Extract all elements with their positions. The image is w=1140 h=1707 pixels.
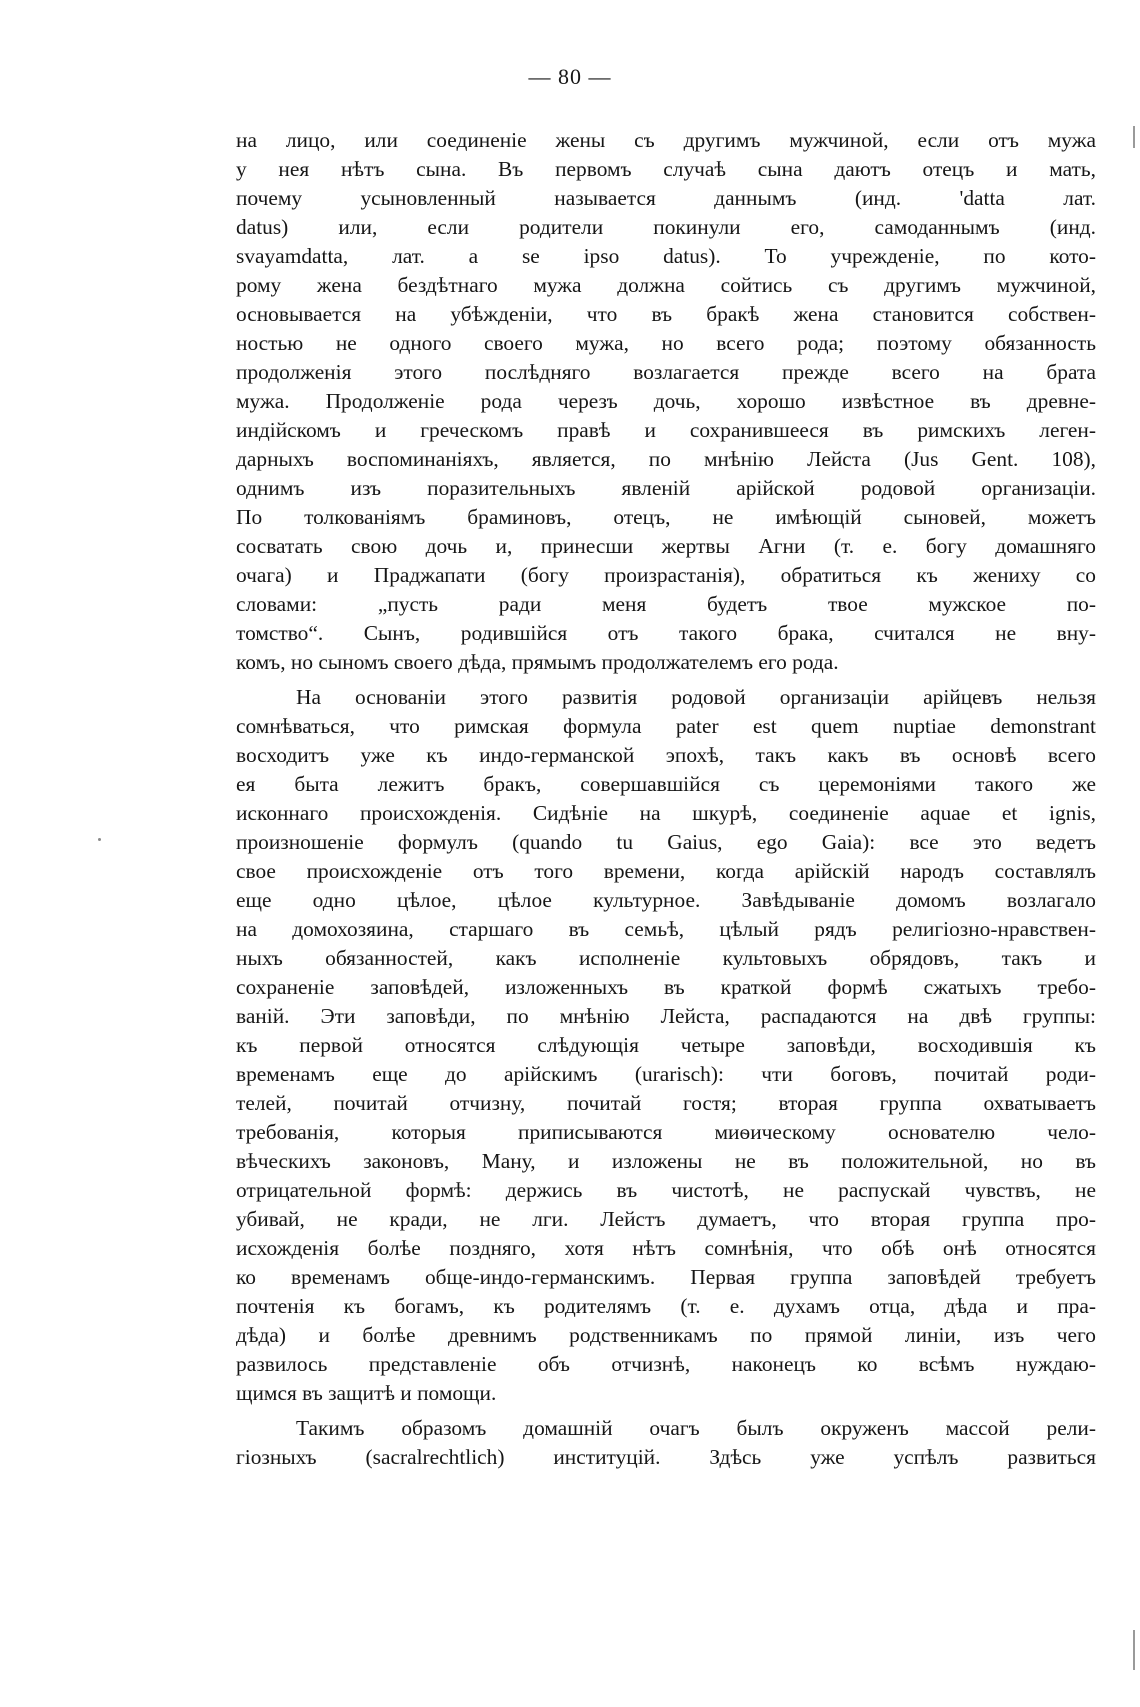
text-line: очага) и Праджапати (богу произрастанія), обратиться къ жениху со (236, 563, 1096, 587)
text-line: на домохозяина, старшаго въ семьѣ, цѣлый рядъ религіозно-нравствен- (236, 917, 1096, 941)
text-line: на лицо, или соединеніе жены съ другимъ мужчиной, если отъ мужа (236, 128, 1096, 152)
paragraph-1 (236, 126, 1096, 677)
scan-edge-mark (1133, 126, 1135, 148)
text-line: гіозныхъ (sacralrechtlich) институцій. Здѣсь уже успѣлъ развиться (236, 1445, 1096, 1469)
text-line: отрицательной формѣ: держись въ чистотѣ, не распускай чувствъ, не (236, 1178, 1096, 1202)
text-line: убивай, не кради, не лги. Лейстъ думаетъ, что вторая группа про- (236, 1207, 1096, 1231)
text-line: вѣческихъ законовъ, Ману, и изложены не въ положительной, но въ (236, 1149, 1096, 1173)
text-line: По толкованіямъ браминовъ, отецъ, не имѣющій сыновей, можетъ (236, 505, 1096, 529)
text-line: у нея нѣтъ сына. Въ первомъ случаѣ сына даютъ отецъ и мать, (236, 157, 1096, 181)
text-line: почтенія къ богамъ, къ родителямъ (т. е. духамъ отца, дѣда и пра- (236, 1294, 1096, 1318)
text-line: исхожденія болѣе поздняго, хотя нѣтъ сомнѣнія, что обѣ онѣ относятся (236, 1236, 1096, 1260)
text-line: сомнѣваться, что римская формула pater est quem nuptiae demonstrant (236, 714, 1096, 738)
text-line: щимся въ защитѣ и помощи. (236, 1381, 497, 1405)
text-line: дарныхъ воспоминаніяхъ, является, по мнѣнію Лейста (Jus Gent. 108), (236, 447, 1096, 471)
scan-edge-mark (1133, 1630, 1135, 1670)
text-line: datus) или, если родители покинули его, самоданнымъ (инд. (236, 215, 1096, 239)
text-line: ко временамъ обще-индо-германскимъ. Первая группа заповѣдей требуетъ (236, 1265, 1096, 1289)
text-line: дѣда) и болѣе древнимъ родственникамъ по прямой линіи, изъ чего (236, 1323, 1096, 1347)
text-line: временамъ еще до арійскимъ (urarisch): чти боговъ, почитай роди- (236, 1062, 1096, 1086)
text-line: продолженія этого послѣдняго возлагается прежде всего на брата (236, 360, 1096, 384)
paragraph-2 (236, 683, 1096, 1408)
text-line: словами: „пусть ради меня будетъ твое мужское по- (236, 592, 1096, 616)
text-line: еще одно цѣлое, цѣлое культурное. Завѣдываніе домомъ возлагало (236, 888, 1096, 912)
paragraph-3 (236, 1414, 1096, 1472)
text-line: Такимъ образомъ домашній очагъ былъ окруженъ массой рели- (296, 1416, 1096, 1440)
text-line: рому жена бездѣтнаго мужа должна сойтись съ другимъ мужчиной, (236, 273, 1096, 297)
text-line: восходитъ уже къ индо-германской эпохѣ, такъ какъ въ основѣ всего (236, 743, 1096, 767)
text-line: ваній. Эти заповѣди, по мнѣнію Лейста, распадаются на двѣ группы: (236, 1004, 1096, 1028)
text-line: индійскомъ и греческомъ правѣ и сохранившееся въ римскихъ леген- (236, 418, 1096, 442)
text-line: телей, почитай отчизну, почитай гостя; вторая группа охватываетъ (236, 1091, 1096, 1115)
text-line: свое происхожденіе отъ того времени, когда арійскій народъ составлялъ (236, 859, 1096, 883)
text-line: развилось представленіе объ отчизнѣ, наконецъ ко всѣмъ нуждаю- (236, 1352, 1096, 1376)
text-line: На основаніи этого развитія родовой организаціи арійцевъ нельзя (296, 685, 1096, 709)
text-line: svayamdatta, лат. a se ipso datus). То учрежденіе, по кото- (236, 244, 1096, 268)
text-line: однимъ изъ поразительныхъ явленій арійской родовой организаціи. (236, 476, 1096, 500)
text-line: сохраненіе заповѣдей, изложенныхъ въ краткой формѣ сжатыхъ требо- (236, 975, 1096, 999)
page-number: — 80 — (528, 64, 612, 89)
text-line: томство“. Сынъ, родившійся отъ такого брака, считался не вну- (236, 621, 1096, 645)
text-line: ностью не одного своего мужа, но всего рода; поэтому обязанность (236, 331, 1096, 355)
body-text (236, 126, 1096, 1472)
text-line: требованія, которыя приписываются миѳическому основателю чело- (236, 1120, 1096, 1144)
text-line: ея быта лежитъ бракъ, совершавшійся съ церемоніями такого же (236, 772, 1096, 796)
text-line: исконнаго происхожденія. Сидѣніе на шкурѣ, соединеніе aquae et ignis, (236, 801, 1096, 825)
text-line: комъ, но сыномъ своего дѣда, прямымъ продолжателемъ его рода. (236, 650, 839, 674)
text-line: сосватать свою дочь и, принесши жертвы Агни (т. е. богу домашняго (236, 534, 1096, 558)
text-line: произношеніе формулъ (quando tu Gaius, ego Gaia): все это ведетъ (236, 830, 1096, 854)
text-line: ныхъ обязанностей, какъ исполненіе культовыхъ обрядовъ, такъ и (236, 946, 1096, 970)
scan-speck (98, 838, 101, 841)
text-line: основывается на убѣжденіи, что въ бракѣ жена становится собствен- (236, 302, 1096, 326)
text-line: къ первой относятся слѣдующія четыре заповѣди, восходившія къ (236, 1033, 1096, 1057)
text-line: почему усыновленный называется даннымъ (инд. 'datta лат. (236, 186, 1096, 210)
text-line: мужа. Продолженіе рода черезъ дочь, хорошо извѣстное въ древне- (236, 389, 1096, 413)
